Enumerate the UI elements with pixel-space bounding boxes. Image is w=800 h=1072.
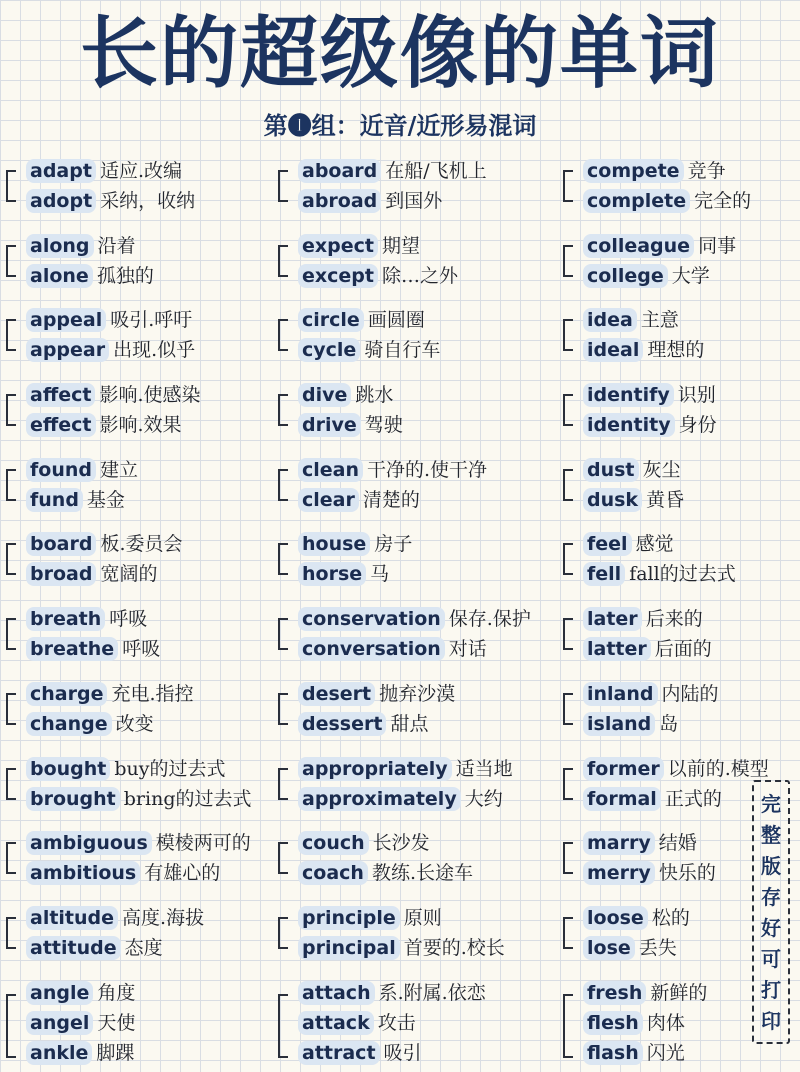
chinese-meaning: 肉体 (646, 1011, 685, 1034)
group-bracket (6, 768, 16, 800)
chinese-meaning: 丢失 (638, 936, 677, 959)
word-entry (26, 679, 276, 709)
chinese-meaning: 甜点 (390, 712, 429, 735)
chinese-meaning: 影响.使感染 (99, 384, 201, 407)
chinese-meaning: 系.附属.依恋 (378, 981, 486, 1004)
word-group (278, 305, 548, 377)
print-note-box (752, 780, 790, 1044)
group-bracket (563, 170, 573, 202)
word-group (563, 156, 800, 228)
english-word: compete (583, 159, 684, 183)
print-note-char: 印 (761, 1008, 781, 1033)
page-title: 长的超级像的单词 (79, 9, 720, 99)
group-bracket (6, 245, 16, 277)
chinese-meaning: 同事 (698, 234, 737, 257)
word-entry (298, 828, 548, 858)
english-word: complete (583, 189, 690, 213)
chinese-meaning: fall的过去式 (629, 563, 736, 586)
word-group (278, 679, 548, 751)
word-entry (26, 186, 276, 216)
chinese-meaning: 影响.效果 (99, 414, 182, 437)
chinese-meaning: 态度 (124, 936, 163, 959)
chinese-meaning: 结婚 (658, 832, 697, 855)
word-entry (298, 858, 548, 888)
english-word: found (26, 458, 96, 482)
word-entry (583, 559, 800, 589)
word-entry (26, 485, 276, 515)
english-word: merry (583, 861, 655, 885)
english-word: clear (298, 488, 359, 512)
word-entry (26, 784, 276, 814)
word-entry (26, 933, 276, 963)
word-entry (583, 455, 800, 485)
chinese-meaning: 呼吸 (109, 608, 148, 631)
chinese-meaning: 攻击 (377, 1011, 416, 1034)
print-note-char: 版 (761, 853, 781, 878)
chinese-meaning: 跳水 (355, 384, 394, 407)
english-word: breathe (26, 637, 118, 661)
word-entry (583, 261, 800, 291)
english-word: college (583, 264, 668, 288)
word-entry (298, 784, 548, 814)
chinese-meaning: 改变 (115, 712, 154, 735)
chinese-meaning: 后来的 (645, 608, 703, 631)
word-group (563, 529, 800, 601)
english-word: attitude (26, 936, 121, 960)
word-entry (26, 754, 276, 784)
word-group (563, 455, 800, 527)
word-group (6, 903, 276, 975)
english-word: flesh (583, 1011, 643, 1035)
english-word: loose (583, 906, 648, 930)
chinese-meaning: 黄昏 (646, 488, 685, 511)
word-entry (298, 634, 548, 664)
chinese-meaning: 板.委员会 (100, 533, 183, 556)
chinese-meaning: 充电.指控 (111, 682, 194, 705)
chinese-meaning: 角度 (97, 981, 136, 1004)
chinese-meaning: bring的过去式 (123, 787, 252, 810)
english-word: adopt (26, 189, 96, 213)
group-bracket (278, 394, 288, 426)
chinese-meaning: 闪光 (646, 1041, 685, 1064)
word-group (6, 679, 276, 751)
word-entry (298, 978, 548, 1008)
chinese-meaning: 模棱两可的 (155, 832, 251, 855)
group-bracket (563, 245, 573, 277)
word-entry (298, 231, 548, 261)
chinese-meaning: 首要的.校长 (403, 936, 505, 959)
english-word: dust (583, 458, 639, 482)
group-bracket (278, 994, 288, 1058)
english-word: drive (298, 413, 361, 437)
english-word: along (26, 234, 94, 258)
group-bracket (6, 469, 16, 501)
word-group (6, 380, 276, 452)
english-word: broad (26, 562, 96, 586)
chinese-meaning: 驾驶 (364, 414, 403, 437)
chinese-meaning: 有雄心的 (144, 862, 221, 885)
group-bracket (563, 842, 573, 874)
group-bracket (6, 543, 16, 575)
english-word: effect (26, 413, 96, 437)
print-note-char: 整 (761, 822, 781, 847)
word-column-1 (6, 156, 276, 1072)
english-word: ankle (26, 1041, 92, 1065)
word-entry (26, 559, 276, 589)
english-word: fresh (583, 981, 646, 1005)
chinese-meaning: 保存.保护 (448, 608, 531, 631)
word-group (278, 529, 548, 601)
group-bracket (6, 319, 16, 351)
group-bracket (6, 994, 16, 1058)
word-group (6, 754, 276, 826)
chinese-meaning: 抛弃沙漠 (379, 682, 456, 705)
english-word: feel (583, 532, 632, 556)
english-word: formal (583, 787, 661, 811)
chinese-meaning: 大学 (671, 264, 710, 287)
group-bracket (278, 917, 288, 949)
word-group (278, 604, 548, 676)
chinese-meaning: 适应.改编 (99, 160, 182, 182)
word-entry (583, 335, 800, 365)
chinese-meaning: 后面的 (654, 638, 712, 661)
chinese-meaning: 快乐的 (658, 862, 716, 885)
word-entry (298, 335, 548, 365)
chinese-meaning: 高度.海拔 (122, 906, 205, 929)
word-entry (26, 335, 276, 365)
english-word: brought (26, 787, 120, 811)
word-entry (26, 634, 276, 664)
word-entry (298, 1038, 548, 1068)
word-entry (26, 261, 276, 291)
group-bracket (278, 469, 288, 501)
word-group (563, 380, 800, 452)
chinese-meaning: 房子 (374, 533, 413, 556)
word-entry (298, 679, 548, 709)
word-entry (583, 709, 800, 739)
word-group (6, 529, 276, 601)
chinese-meaning: 马 (370, 563, 390, 586)
word-group (563, 604, 800, 676)
word-entry (298, 933, 548, 963)
word-entry (583, 380, 800, 410)
chinese-meaning: 长沙发 (372, 832, 430, 855)
english-word: idea (583, 308, 637, 332)
english-word: lose (583, 936, 635, 960)
word-column-2 (278, 156, 548, 1072)
chinese-meaning: 以前的.模型 (667, 757, 769, 780)
group-bracket (6, 693, 16, 725)
chinese-meaning: 画圆圈 (367, 309, 425, 332)
english-word: attract (298, 1041, 380, 1065)
word-entry (298, 529, 548, 559)
english-word: marry (583, 831, 655, 855)
group-bracket (563, 543, 573, 575)
english-word: later (583, 607, 642, 631)
word-entry (298, 485, 548, 515)
group-bracket (6, 618, 16, 650)
word-group (278, 380, 548, 452)
word-entry (298, 754, 548, 784)
chinese-meaning: 天使 (97, 1011, 136, 1034)
word-group (278, 828, 548, 900)
print-note-char: 完 (761, 791, 781, 816)
group-bracket (278, 768, 288, 800)
chinese-meaning: 呼吸 (122, 638, 161, 661)
word-entry (298, 261, 548, 291)
group-bracket (278, 319, 288, 351)
word-entry (583, 156, 800, 186)
word-group (6, 978, 276, 1070)
group-bracket (278, 170, 288, 202)
group-bracket (563, 319, 573, 351)
chinese-meaning: 期望 (381, 234, 420, 257)
chinese-meaning: 吸引.呼吁 (110, 309, 193, 332)
word-group (6, 604, 276, 676)
chinese-meaning: 脚踝 (96, 1041, 135, 1064)
group-bracket (278, 693, 288, 725)
chinese-meaning: 基金 (86, 488, 125, 511)
word-entry (298, 1008, 548, 1038)
english-word: alone (26, 264, 93, 288)
chinese-meaning: 正式的 (664, 787, 722, 810)
chinese-meaning: 建立 (99, 458, 138, 481)
english-word: bought (26, 757, 110, 781)
word-entry (298, 604, 548, 634)
word-entry (298, 903, 548, 933)
english-word: aboard (298, 159, 381, 183)
word-entry (26, 156, 276, 186)
english-word: conservation (298, 607, 445, 631)
english-word: attach (298, 981, 375, 1005)
english-word: colleague (583, 234, 694, 258)
english-word: dusk (583, 488, 642, 512)
chinese-meaning: 沿着 (97, 234, 136, 257)
word-group (6, 828, 276, 900)
chinese-meaning: 松的 (651, 906, 690, 929)
english-word: appropriately (298, 757, 452, 781)
chinese-meaning: 除…之外 (381, 264, 458, 287)
word-entry (298, 709, 548, 739)
print-note-char: 好 (761, 915, 781, 940)
chinese-meaning: 在船/飞机上 (385, 160, 487, 182)
english-word: island (583, 712, 655, 736)
chinese-meaning: 识别 (677, 384, 716, 407)
chinese-meaning: 采纳，收纳 (100, 190, 196, 212)
chinese-meaning: 新鲜的 (650, 981, 708, 1004)
english-word: affect (26, 383, 95, 407)
word-entry (298, 380, 548, 410)
english-word: charge (26, 682, 107, 706)
word-entry (583, 634, 800, 664)
word-entry (26, 903, 276, 933)
english-word: ambitious (26, 861, 140, 885)
chinese-meaning: 宽阔的 (100, 563, 158, 586)
chinese-meaning: 对话 (448, 638, 487, 661)
word-group (6, 455, 276, 527)
english-word: house (298, 532, 370, 556)
english-word: appeal (26, 308, 106, 332)
english-word: breath (26, 607, 105, 631)
english-word: flash (583, 1041, 643, 1065)
word-group (6, 305, 276, 377)
word-entry (583, 679, 800, 709)
group-bracket (6, 394, 16, 426)
group-bracket (278, 245, 288, 277)
word-group (6, 231, 276, 303)
english-word: dessert (298, 712, 386, 736)
group-bracket (563, 618, 573, 650)
english-word: fell (583, 562, 625, 586)
english-word: ambiguous (26, 831, 152, 855)
word-entry (583, 186, 800, 216)
word-entry (298, 186, 548, 216)
chinese-meaning: 教练.长途车 (371, 862, 473, 885)
english-word: expect (298, 234, 378, 258)
group-bracket (6, 917, 16, 949)
chinese-meaning: 内陆的 (661, 682, 719, 705)
chinese-meaning: 主意 (640, 309, 679, 332)
group-bracket (563, 693, 573, 725)
chinese-meaning: 岛 (659, 712, 679, 735)
word-entry (26, 1038, 276, 1068)
word-group (278, 978, 548, 1070)
english-word: identify (583, 383, 674, 407)
word-entry (26, 604, 276, 634)
english-word: appear (26, 338, 109, 362)
english-word: latter (583, 637, 651, 661)
word-entry (298, 305, 548, 335)
word-entry (26, 978, 276, 1008)
word-entry (298, 455, 548, 485)
print-note-char: 可 (761, 946, 781, 971)
word-entry (298, 156, 548, 186)
group-bracket (563, 994, 573, 1058)
word-entry (583, 410, 800, 440)
chinese-meaning: 大约 (464, 787, 503, 810)
chinese-meaning: 理想的 (647, 339, 705, 362)
word-entry (26, 709, 276, 739)
english-word: board (26, 532, 96, 556)
chinese-meaning: 出现.似乎 (113, 339, 196, 362)
group-bracket (6, 170, 16, 202)
word-entry (26, 455, 276, 485)
english-word: abroad (298, 189, 381, 213)
chinese-meaning: 竞争 (687, 160, 726, 182)
word-entry (583, 529, 800, 559)
word-entry (583, 485, 800, 515)
word-entry (26, 828, 276, 858)
word-group (278, 455, 548, 527)
english-word: circle (298, 308, 364, 332)
word-entry (26, 305, 276, 335)
english-word: angel (26, 1011, 93, 1035)
word-group (278, 903, 548, 975)
chinese-meaning: 孤独的 (96, 264, 154, 287)
word-group (563, 679, 800, 751)
word-entry (298, 410, 548, 440)
chinese-meaning: 灰尘 (642, 458, 681, 481)
english-word: conversation (298, 637, 445, 661)
english-word: angle (26, 981, 93, 1005)
english-word: former (583, 757, 664, 781)
english-word: coach (298, 861, 368, 885)
word-group (563, 305, 800, 377)
chinese-meaning: 骑自行车 (364, 339, 441, 362)
word-entry (26, 529, 276, 559)
english-word: inland (583, 682, 658, 706)
chinese-meaning: 清楚的 (362, 488, 420, 511)
english-word: horse (298, 562, 366, 586)
english-word: cycle (298, 338, 360, 362)
group-bracket (278, 618, 288, 650)
english-word: desert (298, 682, 375, 706)
chinese-meaning: 原则 (403, 906, 442, 929)
english-word: change (26, 712, 112, 736)
word-group (563, 231, 800, 303)
english-word: except (298, 264, 378, 288)
chinese-meaning: 身份 (678, 414, 717, 437)
chinese-meaning: 干净的.使干净 (367, 458, 488, 481)
word-group (278, 754, 548, 826)
english-word: dive (298, 383, 351, 407)
group-bracket (563, 768, 573, 800)
word-entry (26, 1008, 276, 1038)
chinese-meaning: 感觉 (635, 533, 674, 556)
chinese-meaning: 适当地 (455, 757, 513, 780)
word-entry (26, 380, 276, 410)
print-note-char: 存 (761, 884, 781, 909)
word-entry (298, 559, 548, 589)
word-entry (583, 604, 800, 634)
english-word: approximately (298, 787, 461, 811)
group-bracket (278, 842, 288, 874)
group-bracket (563, 917, 573, 949)
word-group (278, 231, 548, 303)
word-group (6, 156, 276, 228)
english-word: ideal (583, 338, 643, 362)
word-entry (583, 754, 800, 784)
group-bracket (563, 469, 573, 501)
word-entry (26, 231, 276, 261)
word-entry (26, 858, 276, 888)
chinese-meaning: 完全的 (694, 190, 752, 212)
word-entry (583, 231, 800, 261)
word-entry (583, 305, 800, 335)
english-word: couch (298, 831, 369, 855)
english-word: principle (298, 906, 400, 930)
chinese-meaning: buy的过去式 (114, 757, 226, 780)
english-word: clean (298, 458, 363, 482)
print-note-char: 打 (761, 977, 781, 1002)
chinese-meaning: 到国外 (385, 190, 443, 212)
group-bracket (278, 543, 288, 575)
english-word: fund (26, 488, 83, 512)
chinese-meaning: 吸引 (383, 1041, 422, 1064)
group-bracket (563, 394, 573, 426)
english-word: principal (298, 936, 400, 960)
english-word: attack (298, 1011, 374, 1035)
group-bracket (6, 842, 16, 874)
word-group (278, 156, 548, 228)
english-word: identity (583, 413, 675, 437)
word-entry (26, 410, 276, 440)
english-word: adapt (26, 159, 96, 183)
page-subtitle: 第❶组：近音/近形易混词 (263, 111, 537, 140)
english-word: altitude (26, 906, 118, 930)
